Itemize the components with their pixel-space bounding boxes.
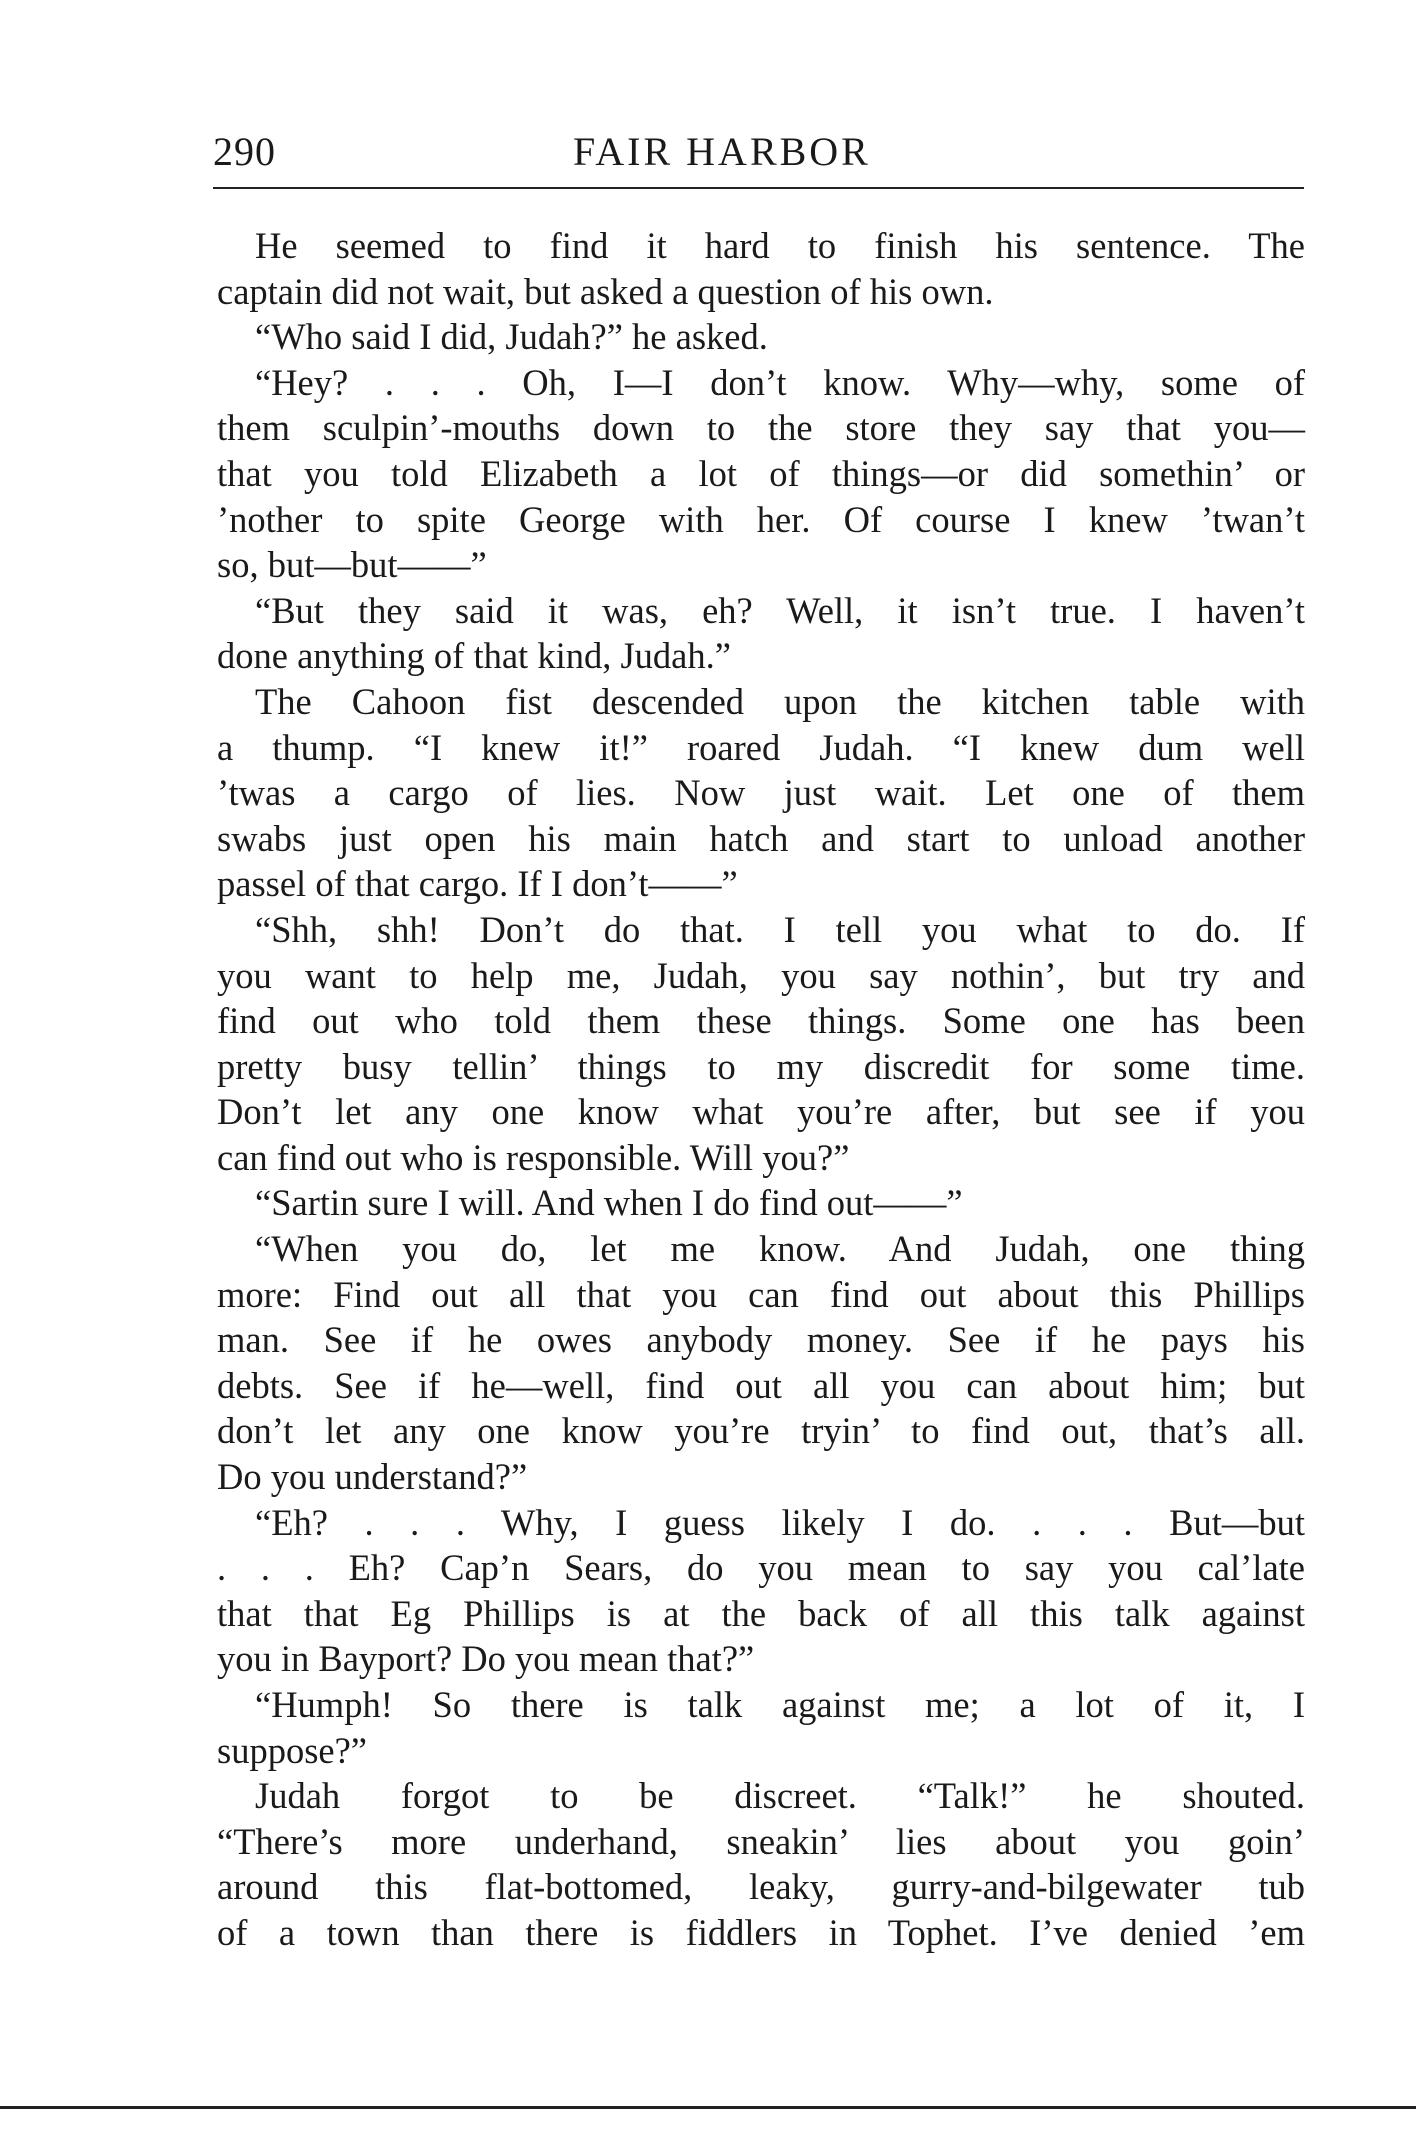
text-line: that you told Elizabeth a lot of things—or did somethin’ or bbox=[217, 452, 1305, 494]
bottom-rule bbox=[0, 2106, 1416, 2109]
text-line: Do you understand?” bbox=[217, 1456, 528, 1498]
text-line: that that Eg Phillips is at the back of all this talk against bbox=[217, 1592, 1305, 1634]
text-line: “There’s more underhand, sneakin’ lies about you goin’ bbox=[217, 1820, 1305, 1862]
text-line: done anything of that kind, Judah.” bbox=[217, 635, 731, 677]
text-line: Don’t let any one know what you’re after, but see if you bbox=[217, 1091, 1305, 1133]
running-title: FAIR HARBOR bbox=[573, 129, 871, 174]
text-line: you in Bayport? Do you mean that?” bbox=[217, 1638, 755, 1680]
page-header bbox=[213, 128, 1304, 188]
text-line: of a town than there is fiddlers in Tophet. I’ve denied ’em bbox=[217, 1911, 1305, 1953]
text-line: . . . Eh? Cap’n Sears, do you mean to say you cal’late bbox=[217, 1547, 1305, 1589]
body-text bbox=[217, 223, 1305, 1956]
text-line: find out who told them these things. Some one has been bbox=[217, 1000, 1305, 1042]
text-line: passel of that cargo. If I don’t——” bbox=[217, 863, 738, 905]
text-line: ’nother to spite George with her. Of course I knew ’twan’t bbox=[217, 498, 1305, 540]
text-line: ’twas a cargo of lies. Now just wait. Let one of them bbox=[217, 772, 1305, 814]
text-line: suppose?” bbox=[217, 1729, 368, 1771]
text-line: He seemed to find it hard to finish his sentence. The bbox=[255, 225, 1305, 266]
text-line: more: Find out all that you can find out about this Phillips bbox=[217, 1273, 1305, 1315]
text-line: can find out who is responsible. Will you?” bbox=[217, 1136, 850, 1178]
text-line: Judah forgot to be discreet. “Talk!” he shouted. bbox=[255, 1775, 1305, 1817]
text-line: “Sartin sure I will. And when I do find out——” bbox=[255, 1182, 963, 1224]
page-number: 290 bbox=[213, 129, 276, 174]
header-rule bbox=[213, 187, 1304, 189]
text-line: “Eh? . . . Why, I guess likely I do. . . . But—but bbox=[255, 1501, 1305, 1543]
text-line: “When you do, let me know. And Judah, one thing bbox=[255, 1228, 1305, 1270]
text-line: “Humph! So there is talk against me; a lot of it, I bbox=[255, 1684, 1305, 1725]
text-line: man. See if he owes anybody money. See if he pays his bbox=[217, 1319, 1305, 1361]
text-line: The Cahoon fist descended upon the kitchen table with bbox=[255, 680, 1305, 722]
text-line: so, but—but——” bbox=[217, 544, 487, 586]
text-line: them sculpin’-mouths down to the store they say that you— bbox=[217, 407, 1305, 449]
text-line: pretty busy tellin’ things to my discredit for some time. bbox=[217, 1045, 1305, 1087]
text-line: “Who said I did, Judah?” he asked. bbox=[255, 316, 768, 358]
text-line: captain did not wait, but asked a question of his own. bbox=[217, 270, 994, 312]
text-line: “Hey? . . . Oh, I—I don’t know. Why—why, some of bbox=[255, 361, 1305, 403]
text-line: swabs just open his main hatch and start to unload another bbox=[217, 817, 1305, 859]
text-line: you want to help me, Judah, you say nothin’, but try and bbox=[217, 954, 1305, 996]
text-line: “But they said it was, eh? Well, it isn’t true. I haven’t bbox=[255, 589, 1305, 631]
text-line: around this flat-bottomed, leaky, gurry-and-bilgewater tub bbox=[217, 1866, 1305, 1908]
text-line: “Shh, shh! Don’t do that. I tell you what to do. If bbox=[255, 908, 1305, 950]
text-line: debts. See if he—well, find out all you can about him; but bbox=[217, 1364, 1305, 1406]
text-line: don’t let any one know you’re tryin’ to find out, that’s all. bbox=[217, 1410, 1305, 1452]
text-line: a thump. “I knew it!” roared Judah. “I knew dum well bbox=[217, 726, 1305, 768]
